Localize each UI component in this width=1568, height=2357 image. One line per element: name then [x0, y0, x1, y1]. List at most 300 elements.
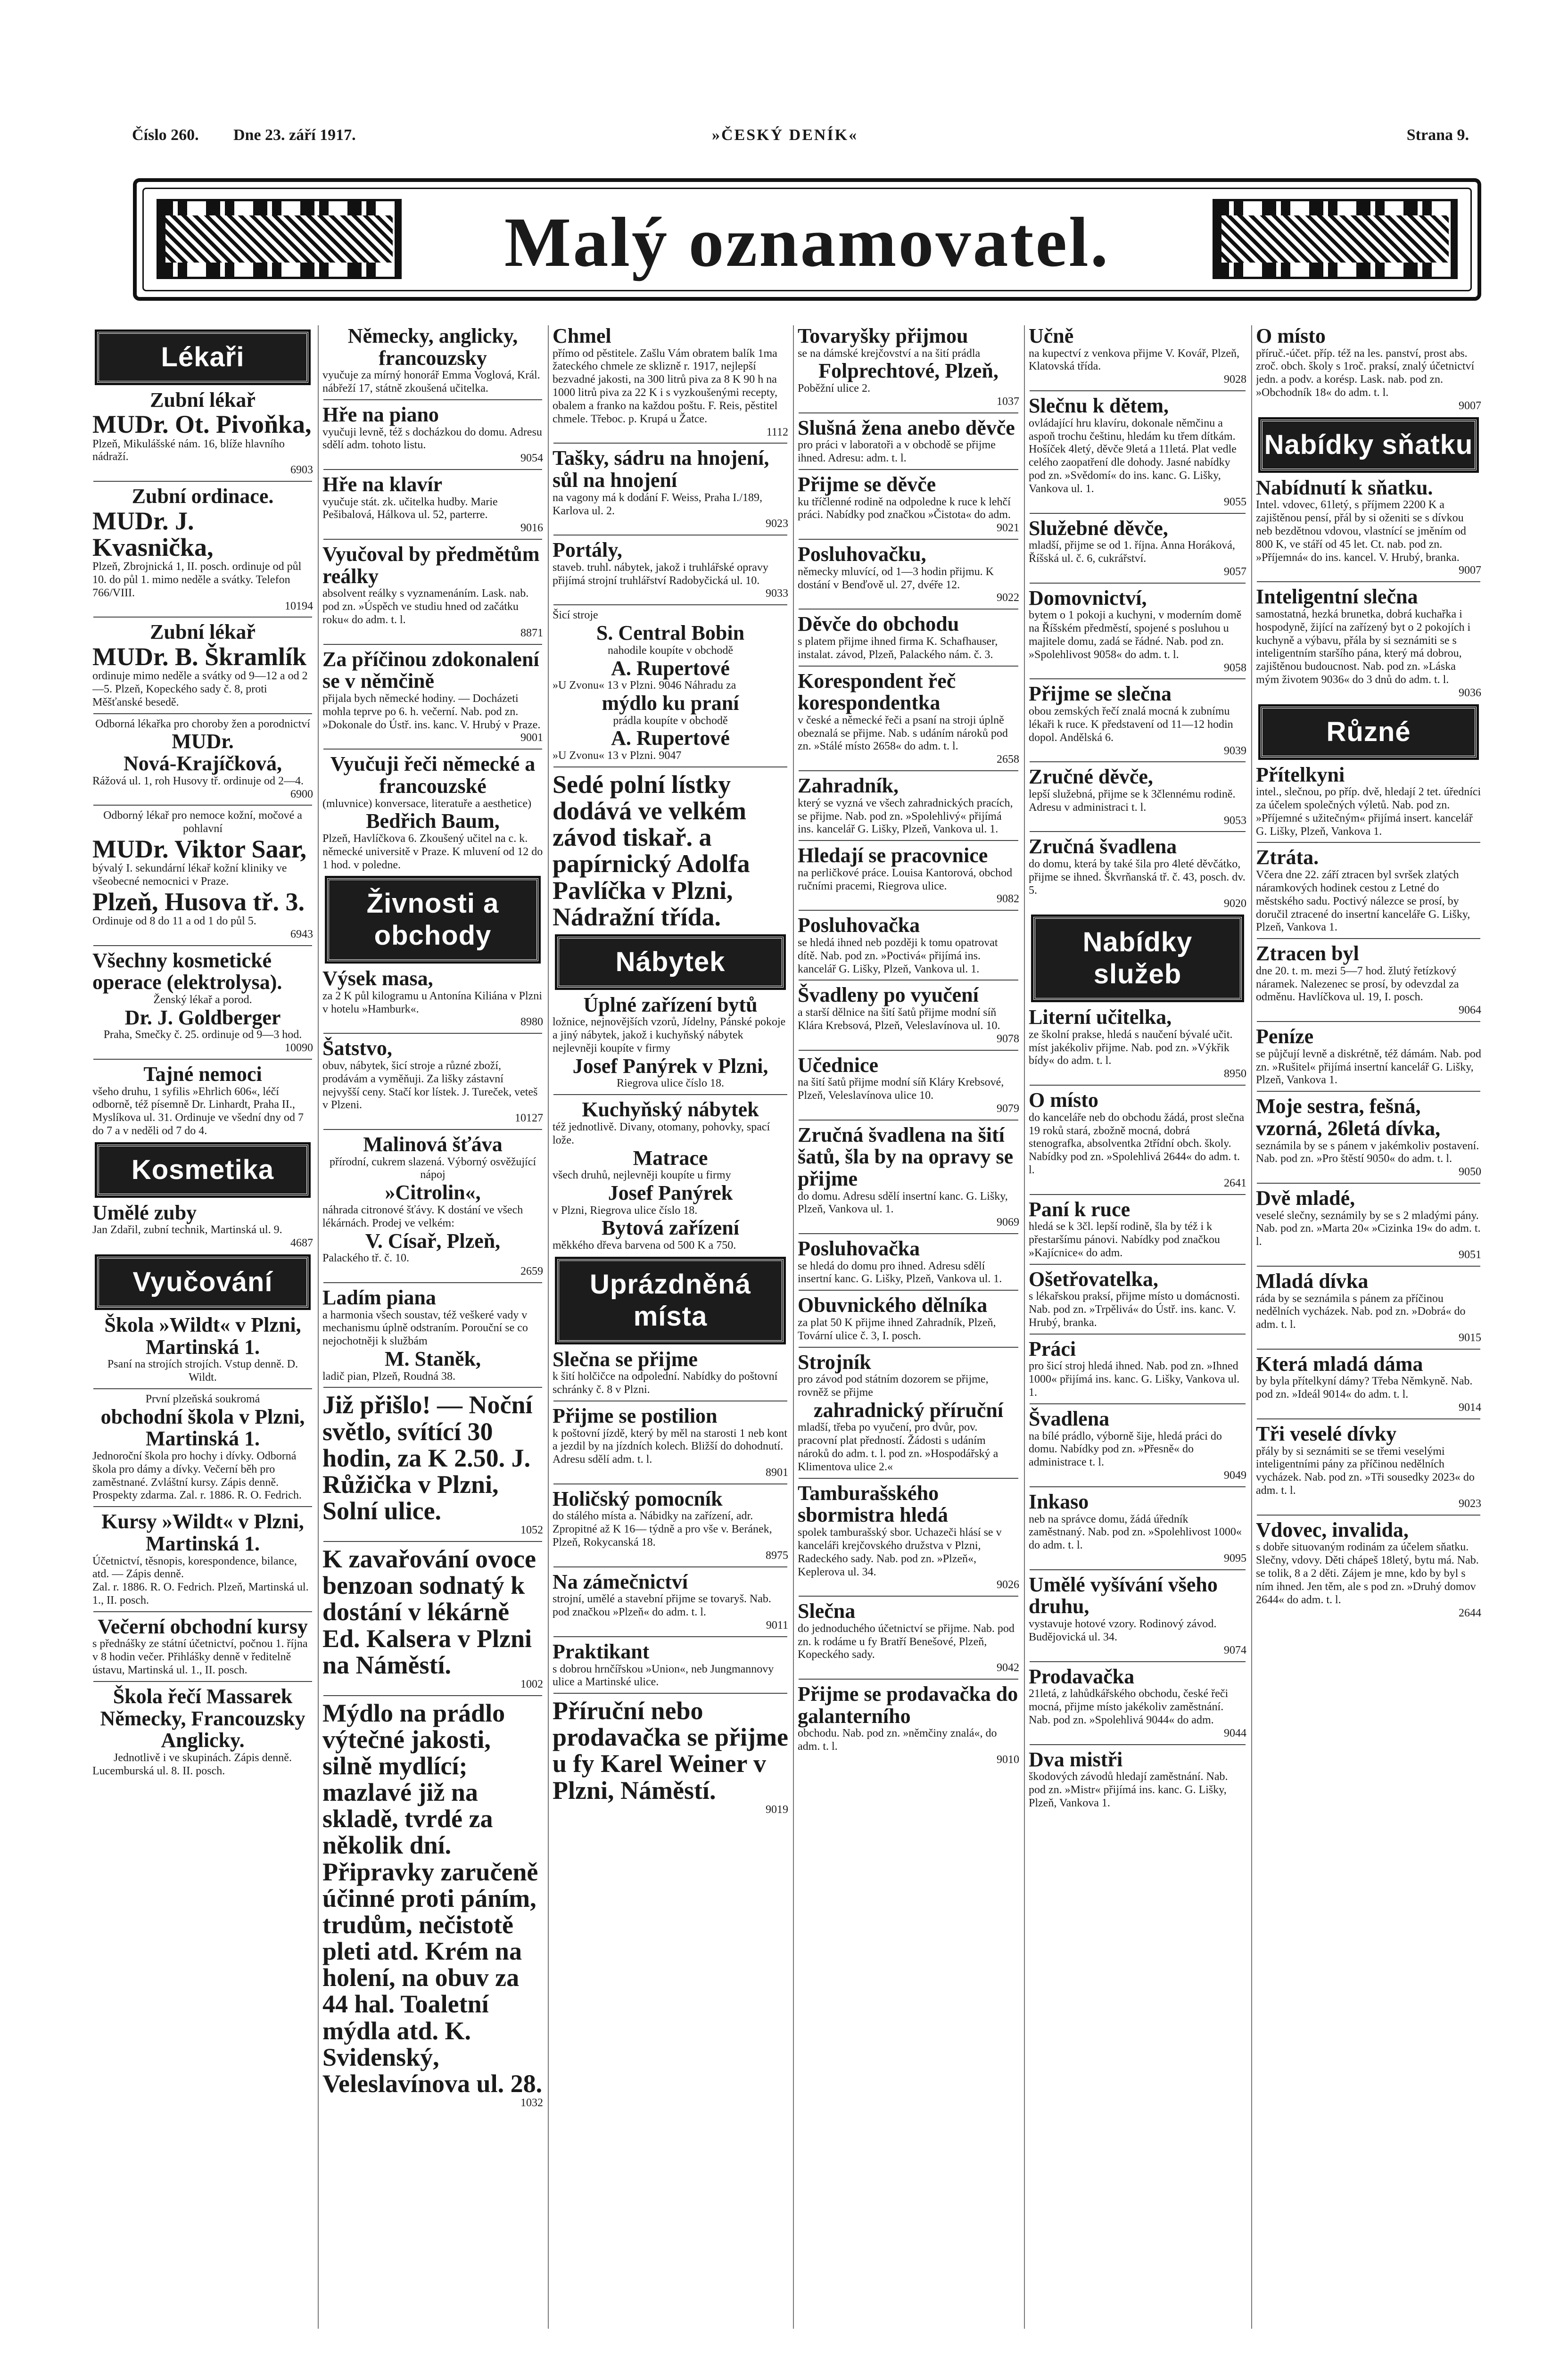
ad-heading: Učednice: [798, 1053, 879, 1077]
ad-heading: MUDr.: [172, 730, 234, 753]
ad-divider: [799, 1679, 1018, 1680]
ad-number: 10127: [515, 1112, 543, 1125]
ad-number: 9011: [766, 1619, 788, 1632]
ad-divider: [1257, 938, 1480, 939]
ad-number: 1112: [766, 426, 788, 438]
ad-text: do kanceláře neb do obchodu žádá, prost slečna 19 roků stará, zbožně mocná, dobrá stenografka, absolventka 2třídní obch. školy. Nabídky pod zn. »Spolehlivá 2644« do adm. t. l.: [1029, 1111, 1245, 1176]
ad-divider: [1257, 1183, 1480, 1184]
ad-heading: A. Rupertové: [611, 656, 730, 680]
ad-text: přímo od pěstitele. Zašlu Vám obratem balík 1ma žateckého chmele ze sklizně r. 1917, nejlepší bezvadné jakosti, na 300 litrů piva za 8 K 90 h na 1000 litrů piva za 22 K i s vyzkoušenými recepty, obalem a franko na každou poštu. F. Reis, pěstitel chmele. Třeboc. p. Krupá u Žatce.: [553, 347, 778, 425]
ad-text: ovládající hru klavíru, dokonale němčinu a aspoň trochu češtinu, hledám ku třem dítkám. Hošíček 4letý, děvče 9letá a 11letá. Plat vedle celého zaopatření dle dohody. Jasné nabídky pod zn. »Svědomí« do ins. kanc. G. Lišky, Vankova ul. 1.: [1029, 417, 1237, 495]
ad-text: 21letá, z lahůdkářského obchodu, české řeči mocná, přijme místo jakékoliv zaměstnání. Nab. pod zn. »Spolehlivá 9044« do adm.: [1029, 1688, 1229, 1726]
ad-divider: [799, 1050, 1018, 1051]
ad-heading: Švadleny po vyučení: [798, 983, 979, 1007]
ad-divider: [93, 481, 312, 482]
ad-divider: [799, 666, 1018, 667]
page-number: Strana 9.: [1406, 126, 1469, 144]
ad-text: Ženský lékař a porod.: [153, 993, 252, 1006]
ad-text: Zal. r. 1886. R. O. Fedrich. Plzeň, Martinská ul. 1., II. posch.: [92, 1581, 309, 1607]
ad-number: 8871: [520, 626, 543, 639]
ad-number: 9064: [1459, 1004, 1481, 1017]
ad-text: První plzeňská soukromá: [145, 1393, 260, 1405]
ad-divider: [323, 1541, 542, 1542]
ad-divider: [799, 1347, 1018, 1348]
section-heading: Vyučování: [97, 1257, 308, 1308]
ad-heading: Zručná švadlena: [1029, 835, 1177, 858]
ad-divider: [323, 1282, 542, 1283]
ad-number: 8975: [766, 1549, 788, 1562]
ad-heading: Folprechtové, Plzeň,: [818, 359, 999, 383]
ad-divider: [323, 1387, 542, 1388]
ad-heading: Moje sestra, fešná, vzorná, 26letá dívka,: [1256, 1095, 1441, 1140]
ad-heading: Zubní lékař: [150, 620, 256, 644]
ad-text: který se vyzná ve všech zahradnických pracích, se přijme. Nab. pod zn. »Spolehlivý« přijímá ins. kancelář G. Lišky, Plzeň, Vankova ul. 1.: [798, 797, 1013, 836]
ad-number: 1052: [520, 1524, 543, 1537]
ad-text: ze školní prakse, hledá s naučení bývalé učit. míst jakékoliv přijme. Nab. pod zn. »Výkřik bídy« do adm. t. l.: [1029, 1028, 1233, 1067]
ad-heading: Dva mistři: [1029, 1747, 1123, 1771]
ad-text: prádla koupíte v obchodě: [613, 714, 728, 727]
ad-divider: [1030, 390, 1246, 391]
ad-number: 9044: [1224, 1727, 1246, 1739]
ad-text: a starší dělnice na šití šatů přijme modní síň Klára Krebsová, Plzeň, Veleslavínova ul. 10.: [798, 1006, 1000, 1032]
ad-heading: Nabídnutí k sňatku.: [1256, 476, 1433, 499]
section-heading: Nabídky služeb: [1033, 917, 1242, 1000]
ad-heading: Vyučuji řeči německé a francouzské: [330, 752, 536, 798]
ad-text: do jednoduchého účetnictví se přijme. Nab. pod zn. k rodáme u fy Bratří Benešové, Plzeň, Kopeckého sady.: [798, 1622, 1015, 1661]
ad-heading: Tamburašského sbormistra hledá: [798, 1481, 948, 1527]
issue-number: Číslo 260.: [132, 126, 199, 144]
ad-text: Plzeň, Havlíčkova 6. Zkoušený učitel na c. k. německé universitě v Praze. K mluvení od 12 do 1 hod. v poledne.: [322, 832, 543, 871]
ad-text: vystavuje hotové vzory. Rodinový závod. Budějovická ul. 34.: [1029, 1618, 1217, 1643]
ad-text: s přednášky ze státní účetnictví, počnou 1. října v 8 hodin večer. Přihlášky denně v ředitelně ústavu, Martinská ul. 1., II. posch.: [92, 1638, 308, 1677]
ad-number: 9053: [1224, 814, 1246, 827]
ad-heading: »Citrolin«,: [385, 1181, 481, 1204]
ad-divider: [553, 766, 787, 767]
ad-heading: Hře na klavír: [322, 473, 443, 496]
ad-text: Ordinuje od 8 do 11 a od 1 do půl 5.: [92, 915, 256, 927]
ad-heading: Paní k ruce: [1029, 1197, 1131, 1221]
ad-text: spolek tamburašský sbor. Uchazeči hlásí se v kanceláři krejčovského družstva v Plzni, Radeckého sady. Nab. pod zn. »Plzeň«, Keplerova ul. 34.: [798, 1526, 1002, 1578]
section-heading: Lékaři: [97, 332, 308, 383]
ad-headline: Již přišlo! — Noční světlo, svítící 30 hodin, za K 2.50. J. Růžička v Plzni, Solní ulice.: [322, 1391, 533, 1525]
ad-number: 9020: [1224, 897, 1246, 910]
ad-text: na kupectví z venkova přijme V. Kovář, Plzeň, Klatovská třída.: [1029, 347, 1239, 373]
ad-divider: [323, 1033, 542, 1034]
ad-divider: [1030, 1194, 1246, 1195]
ad-divider: [93, 945, 312, 946]
ad-number: 6943: [290, 928, 313, 940]
ad-text: pro závod pod státním dozorem se přijme, rovněž se přijme: [798, 1373, 989, 1399]
ad-text: seznámila by se s pánem v jakémkoliv postavení. Nab. pod zn. »Pro štěstí 9050« do adm. t. l.: [1256, 1139, 1479, 1165]
ad-headline: Sedé polní lístky dodává ve velkém závod tiskař. a papírnický Adolfa Pavlíčka v Plzni, Nádražní třída.: [553, 770, 750, 931]
ad-heading: mýdlo ku praní: [602, 692, 739, 715]
ad-divider: [1030, 1085, 1246, 1086]
ad-heading: Hledají se pracovnice: [798, 844, 988, 867]
ad-heading: Škola »Wildt« v Plzni, Martinská 1.: [104, 1313, 301, 1359]
ad-heading: Kuchyňský nábytek: [582, 1098, 759, 1121]
column-rule: [1024, 325, 1025, 2329]
ad-number: 9007: [1459, 399, 1481, 412]
issue-date: Dne 23. září 1917.: [233, 126, 356, 144]
ad-heading: Ztracen byl: [1256, 942, 1359, 965]
ad-heading: Strojník: [798, 1350, 871, 1374]
column-6: [1256, 325, 1481, 2338]
section-heading: Nábytek: [557, 937, 784, 988]
ad-heading: Posluhovačka: [798, 914, 920, 937]
ad-heading: Ošetřovatelka,: [1029, 1267, 1158, 1291]
ad-text: za plat 50 K přijme ihned Zahradník, Plzeň, Tovární ulice č. 3, I. posch.: [798, 1316, 996, 1342]
ad-number: 9050: [1459, 1166, 1481, 1178]
ad-text: do stálého místa a. Nábidky na zařízení, adr. Zpropitné až K 16— týdně a pro vše v. Beránek, Plzeň, Rokycanská 18.: [553, 1510, 772, 1549]
ad-number: 9058: [1224, 661, 1246, 674]
ad-text: staveb. truhl. nábytek, jakož i truhlářské opravy přijímá strojní truhlářství Radobyčická ul. 10.: [553, 561, 768, 587]
ad-text: přírodní, cukrem slazená. Výborný osvěžující nápoj: [329, 1155, 536, 1181]
ad-text: v české a německé řeči a psaní na stroji úplně obeznalá se přijme. Nab. s udáním nároků pod zn. »Stálé místo 2658« do adm. t. l.: [798, 714, 1008, 753]
ad-heading: Šatstvo,: [322, 1037, 392, 1060]
ad-number: 9054: [520, 452, 543, 465]
ad-number: 1037: [997, 395, 1019, 408]
ad-number: 2641: [1224, 1177, 1246, 1189]
ad-divider: [93, 1506, 312, 1507]
ad-divider: [1257, 1021, 1480, 1022]
ad-divider: [799, 412, 1018, 413]
ad-headline: MUDr. Viktor Saar,: [92, 835, 307, 864]
ad-divider: [93, 713, 312, 714]
ad-heading: Josef Panýrek v Plzni,: [572, 1054, 768, 1078]
ad-number: 9069: [997, 1216, 1019, 1229]
ad-text: veselé slečny, seznámily by se s 2 mladými pány. Nab. pod zn. »Marta 20« »Cizinka 19« do adm. t. l.: [1256, 1209, 1481, 1248]
ad-divider: [799, 910, 1018, 911]
ad-text: Šicí stroje: [553, 609, 598, 622]
ad-text: Účetnictví, těsnopis, korespondence, bilance, atd. — Zápis denně.: [92, 1555, 297, 1581]
ad-text: neb na správce domu, žádá úředník zaměstnaný. Nab. pod zn. »Spolehlivost 1000« do adm. t. l.: [1029, 1513, 1242, 1552]
ad-heading: Zahradník,: [798, 774, 899, 798]
ad-heading: Inkaso: [1029, 1490, 1089, 1513]
ad-heading: Slečnu k dětem,: [1029, 394, 1169, 418]
ad-heading: Za příčinou zdokonalení se v němčině: [322, 647, 539, 693]
ornament-right-icon: [1213, 199, 1458, 279]
ad-text: s dobrou hrnčířskou »Union«, neb Jungmannovy ulice a Martinské ulice.: [553, 1663, 774, 1689]
ad-heading: M. Staněk,: [384, 1347, 481, 1370]
ad-heading: Tovaryšky přijmou: [798, 325, 968, 347]
column-1: [92, 325, 313, 2338]
ad-divider: [93, 1681, 312, 1682]
ad-heading: Korespondent řeč korespondentka: [798, 669, 956, 715]
section-title: Malý oznamovatel.: [504, 203, 1110, 281]
ad-heading: Vdovec, invalida,: [1256, 1518, 1409, 1541]
ad-heading: Kursy »Wildt« v Plzni, Martinská 1.: [101, 1510, 304, 1555]
ad-text: »U Zvonu« 13 v Plzni. 9047: [553, 750, 682, 762]
ad-text: dne 20. t. m. mezi 5—7 hod. žlutý řetízkový náramek. Nalezenec se prosí, by odevzdal za odměnu. Havlíčkova ul. 19, I. posch.: [1256, 964, 1459, 1004]
ad-text: Praha, Smečky č. 25. ordinuje od 9—3 hod.: [103, 1029, 302, 1041]
ad-text: v Plzni, Riegrova ulice číslo 18.: [553, 1204, 698, 1217]
ad-heading: Malinová šťáva: [363, 1133, 503, 1156]
section-heading: Živnosti a obchody: [327, 878, 538, 961]
ad-heading: Mladá dívka: [1256, 1269, 1369, 1293]
ad-heading: Hře na piano: [322, 403, 439, 426]
ad-number: 4687: [290, 1237, 313, 1250]
ad-text: Intel. vdovec, 61letý, s příjmem 2200 K a zajištěnou pensí, přál by si oženiti se s dívkou neb bezdětnou vdovou, vlastnící se jměním od 800 K, ve stáří od 45 let. Ct. nab. pod zn. »Příjemná« do ins. kancel. V. Hrubý, branka.: [1256, 499, 1466, 564]
ad-text: Jan Zdařil, zubní technik, Martinská ul. 9.: [92, 1224, 282, 1236]
ad-number: 6903: [290, 464, 313, 477]
ad-headline: Příruční nebo prodavačka se přijme u fy Karel Weiner v Plzni, Náměstí.: [553, 1697, 788, 1805]
ad-number: 9022: [997, 592, 1019, 604]
ad-text: Jednoroční škola pro hochy i dívky. Odborná škola pro dámy a dívky. Večerní běh pro zaměstnané. Zvláštní kursy. Zápis denně. Prospekty zdarma. Zal. r. 1886. R. O. Fedrich.: [92, 1450, 302, 1502]
ad-number: 9051: [1459, 1249, 1481, 1261]
ad-heading: Výsek masa,: [322, 967, 433, 990]
ad-heading: Inteligentní slečna: [1256, 585, 1418, 609]
ad-divider: [323, 399, 542, 400]
ad-divider: [799, 1290, 1018, 1291]
ad-heading: Škola řečí Massarek Německy, Francouzsky Anglicky.: [100, 1684, 305, 1752]
ad-text: a harmonia všech soustav, též veškeré vady v mechanismu úplně odstraním. Porouční se co nejochotněji k službám: [322, 1309, 528, 1348]
ad-text: pro práci v laboratoři a v obchodě se přijme ihned. Adresu: adm. t. l.: [798, 439, 996, 465]
ad-divider: [1030, 1403, 1246, 1404]
ad-text: škodových závodů hledají zaměstnání. Nab. pod zn. »Mistr« přijímá ins. kanc. G. Lišky, Plzeň, Vankova 1.: [1029, 1771, 1228, 1809]
ad-divider: [323, 469, 542, 470]
ad-number: 9095: [1224, 1552, 1246, 1565]
ad-divider: [1030, 513, 1246, 514]
ad-divider: [1257, 1266, 1480, 1267]
ad-text: samostatná, hezká brunetka, dobrá kuchařka i hospodyně, žijící na zařízený byt o 2 pokojích i kuchyně a výbavu, přála by si seznámiti se s inteligentním staršího pána, který má dobrou, zajištěnou budoucnost. Nab. pod zn. »Láska mým životem 9036« do 3 dnů do adm. t. l.: [1256, 608, 1471, 686]
ad-text: mladší, třeba po vyučení, pro dvůr, pov. pracovní plat předností. Žádosti s udáním nároků do adm. t. l. pod zn. »Hospodářský a Klimentova ulice 2.«: [798, 1421, 999, 1473]
ad-heading: Tajné nemoci: [143, 1063, 262, 1086]
ad-divider: [1257, 581, 1480, 582]
ad-heading: Zručná švadlena na šití šatů, šla by na opravy se přijme: [798, 1123, 1014, 1190]
ad-number: 9014: [1459, 1401, 1481, 1414]
ad-divider: [799, 469, 1018, 470]
ad-divider: [1030, 1569, 1246, 1570]
ad-heading: Slečna se přijme: [553, 1347, 698, 1371]
ad-divider: [553, 604, 787, 605]
ad-text: intel., slečnou, po příp. dvě, hledají 2 tet. úředníci za účelem společných výletů. Nab. pod zn. »Příjemné s užitečným« přijímá insert. kancelář G. Lišky, Plzeň, Vankova 1.: [1256, 786, 1481, 838]
ad-heading: Německy, anglicky, francouzsky: [347, 325, 518, 370]
ad-heading: Matrace: [633, 1146, 708, 1170]
ad-headline: Mýdlo na prádlo výtečné jakosti, silně mydlící; mazlavé již na skladě, tvrdé za několik dní. Připravky zaručeně účinné proti páním, trudům, nečistotě pleti atd. Krém na holení, na obuv za 44 hal. Toaletní mýdla atd. K. Svidenský, Veleslavínova ul. 28.: [322, 1698, 543, 2098]
ad-heading: Švadlena: [1029, 1407, 1110, 1430]
ad-heading: Děvče do obchodu: [798, 612, 959, 636]
ad-divider: [553, 1483, 787, 1484]
ad-text: přijala bych německé hodiny. — Docházeti mohla teprve po 6. h. večerní. Nab. pod zn. »Dokonale do Ústř. ins. kanc. V. Hrubý v Praze.: [322, 692, 541, 731]
ad-text: obou zemských řečí znalá mocná k zubnímu lékaři k ruce. K představení od 11—12 hodin dopol. Andělská 6.: [1029, 705, 1233, 744]
ad-divider: [323, 644, 542, 645]
column-rule: [793, 325, 794, 2329]
ad-heading: Prodavačka: [1029, 1665, 1135, 1688]
ad-number: 9033: [766, 587, 788, 600]
ad-divider: [93, 1388, 312, 1389]
ad-text: německy mluvící, od 1—3 hodin přijmu. K dostání v Benďově ul. 27, dvéře 12.: [798, 565, 994, 591]
ad-heading: Přijme se postilion: [553, 1404, 718, 1427]
ad-divider: [1030, 678, 1246, 679]
ad-number: 9023: [766, 518, 788, 530]
ad-text: na šití šatů přijme modní síň Kláry Krebsové, Plzeň, Veleslavínova ulice 10.: [798, 1076, 1004, 1102]
ad-divider: [1030, 831, 1246, 832]
paper-name: »ČESKÝ DENÍK«: [712, 126, 858, 144]
ad-text: na perličkové práce. Louisa Kantorová, obchod ručními pracemi, Riegrova ulice.: [798, 866, 1013, 892]
ad-heading: Bytová zařízení: [601, 1216, 740, 1240]
ad-number: 2658: [997, 753, 1019, 766]
ad-text: vyučuji levně, též s docházkou do domu. Adresu sdělí adm. tohoto listu.: [322, 426, 542, 452]
ad-divider: [553, 1566, 787, 1567]
ad-number: 9021: [997, 522, 1019, 535]
ad-heading: Chmel: [553, 325, 611, 347]
ornament-left-icon: [157, 199, 402, 279]
ad-heading: Obuvnického dělníka: [798, 1294, 988, 1317]
ad-text: se na dámské krejčovství a na šití prádla: [798, 347, 981, 360]
ad-number: 9049: [1224, 1469, 1246, 1482]
ad-text: pro šicí stroj hledá ihned. Nab. pod zn. »Ihned 1000« přijímá ins. kanc. G. Lišky, Vankova ul. 1.: [1029, 1360, 1240, 1399]
ad-heading: Slečna: [798, 1599, 856, 1623]
ad-divider: [1030, 583, 1246, 584]
ad-number: 9019: [766, 1803, 788, 1816]
ad-heading: Zručné děvče,: [1029, 765, 1153, 789]
ad-divider: [93, 617, 312, 618]
ad-divider: [323, 749, 542, 750]
ad-heading: Služebné děvče,: [1029, 516, 1168, 540]
ad-text: ordinuje mimo neděle a svátky od 9—12 a od 2—5. Plzeň, Kopeckého sady č. 8, proti Měšťanské besedě.: [92, 670, 308, 709]
ad-heading: Tašky, sádru na hnojení, sůl na hnojení: [553, 446, 769, 492]
ad-number: 8980: [520, 1016, 543, 1029]
ad-text: do domu. Adresu sdělí insertní kanc. G. Lišky, Plzeň, Vankova ul. 1.: [798, 1190, 1008, 1216]
ad-heading: Tři veselé dívky: [1256, 1422, 1397, 1445]
ad-divider: [323, 539, 542, 540]
ad-divider: [553, 1636, 787, 1637]
ad-text: Plzeň, Zbrojnická 1, II. posch. ordinuje od půl 10. do půl 1. mimo neděle a svátky. Telefon 766/VIII.: [92, 560, 302, 599]
ad-heading: O místo: [1256, 325, 1326, 347]
ad-text: Poběžní ulice 2.: [798, 382, 870, 395]
ad-text: s lékařskou praksí, přijme místo u domácnosti. Nab. pod zn. »Trpělivá« do Ústř. ins. kanc. V. Hrubý, branka.: [1029, 1290, 1240, 1329]
ad-heading: Zubní ordinace.: [132, 485, 274, 508]
column-2: [322, 325, 543, 2338]
ad-heading: zahradnický příruční: [813, 1398, 1004, 1422]
ad-heading: Literní učitelka,: [1029, 1005, 1172, 1029]
ad-divider: [1030, 1486, 1246, 1487]
ad-number: 9079: [997, 1102, 1019, 1115]
ad-text: s dobře situovaným rodinám za účelem sňatku. Slečny, vdovy. Děti chápeš 18letý, bytu má. Nab. se tolik, 8 a 2 děti. Zájem je mne, kdo by byl s ním ihned. Jen těm, ale s pod zn. »Druhý domov 2644« do adm. t. l.: [1256, 1541, 1479, 1606]
ad-divider: [799, 840, 1018, 841]
ad-divider: [553, 535, 787, 536]
ad-text: vyučuje stát. zk. učitelka hudby. Marie Pešibalová, Hálkova ul. 52, parterre.: [322, 495, 498, 521]
ad-text: ložnice, nejnovějších vzorů, Jídelny, Pánské pokoje a jiný nábytek, jakož i kuchyňský nábytek nejlevněji koupíte v firmy: [553, 1016, 786, 1055]
column-4: [798, 325, 1019, 2338]
ad-headline: MUDr. B. Škramlík: [92, 643, 307, 671]
ad-number: 6900: [290, 788, 313, 800]
ad-heading: Úplné zařízení bytů: [583, 993, 758, 1016]
ad-number: 9001: [520, 732, 543, 744]
ad-text: na vagony má k dodání F. Weiss, Praha I./189, Karlova ul. 2.: [553, 491, 762, 517]
ad-divider: [553, 1693, 787, 1694]
ad-divider: [1257, 1418, 1480, 1419]
ad-text: též jednotlivě. Divany, otomany, pohovky, spací lože.: [553, 1121, 770, 1146]
ad-divider: [1257, 1349, 1480, 1350]
ad-heading: Vyučoval by předmětům reálky: [322, 543, 540, 588]
ad-divider: [1030, 1334, 1246, 1335]
ad-heading: O místo: [1029, 1088, 1098, 1112]
ad-text: se hledá do domu pro ihned. Adresu sdělí insertní kanc. G. Lišky, Plzeň, Vankova ul. 1.: [798, 1260, 1002, 1286]
ad-heading: Přijme se prodavačka do galanterního: [798, 1682, 1018, 1728]
ad-text: Odborný lékař pro nemoce kožní, močové a pohlavní: [103, 809, 302, 835]
ad-text: ráda by se seznámila s pánem za příčinou nedělních vycházek. Nab. pod zn. »Dobrá« do adm. t. l.: [1256, 1292, 1466, 1331]
ad-text: ladič pian, Plzeň, Roudná 38.: [322, 1370, 455, 1383]
ad-heading: Domovnictví,: [1029, 586, 1147, 610]
running-header: [132, 126, 1469, 155]
ad-heading: Zubní lékař: [150, 388, 256, 412]
ad-divider: [1257, 1515, 1480, 1516]
ad-text: Odborná lékařka pro choroby žen a porodnictví: [95, 717, 310, 730]
ad-text: se půjčují levně a diskrétně, též dámám. Nab. pod zn. »Rušitel« přijímá insertní kancelář G. Lišky, Plzeň, Vankova 1.: [1256, 1047, 1481, 1087]
ad-divider: [1030, 761, 1246, 762]
ad-number: 9082: [997, 893, 1019, 906]
section-heading: Různé: [1261, 707, 1477, 758]
ad-text: se hledá ihned neb později k tomu opatrovat dítě. Nab. pod zn. »Poctivá« přijímá ins. kancelář G. Lišky, Plzeň, Vankova ul. 1.: [798, 936, 998, 975]
ad-text: do domu, která by také šila pro 4leté děvčátko, přijme se ihned. Škvrňanská tř. č. 43, posch. dv. 5.: [1029, 858, 1246, 897]
ad-divider: [93, 805, 312, 806]
ad-text: měkkého dřeva barvena od 500 K a 750.: [553, 1239, 736, 1252]
ad-heading: Holičský pomocník: [553, 1487, 723, 1510]
ad-text: absolvent reálky s vyznamenáním. Lask. nab. pod zn. »Úspěch ve studiu hned od začátku roku« do adm. t. l.: [322, 587, 529, 626]
ad-headline: K zavařování ovoce benzoan sodnatý k dostání v lékárně Ed. Kalsera v Plzni na Náměstí.: [322, 1545, 536, 1679]
ad-divider: [553, 1094, 787, 1095]
ad-divider: [799, 1233, 1018, 1234]
ad-number: 10194: [285, 600, 313, 612]
ad-heading: A. Rupertové: [611, 726, 730, 750]
ad-heading: Ladím piana: [322, 1286, 436, 1309]
ad-heading: obchodní škola v Plzni, Martinská 1.: [100, 1405, 305, 1450]
column-5: [1029, 325, 1246, 2338]
ad-heading: Slušná žena anebo děvče: [798, 416, 1015, 439]
ad-text: strojní, umělé a stavební přijme se tovaryš. Nab. pod značkou »Plzeň« do adm. t. l.: [553, 1593, 771, 1619]
ad-divider: [553, 443, 787, 444]
ad-heading: Praktikant: [553, 1640, 650, 1663]
ad-text: náhrada citronové šťávy. K dostání ve všech lékárnách. Prodej ve velkém:: [322, 1203, 523, 1229]
column-rule: [318, 325, 319, 2329]
ad-heading: Peníze: [1256, 1025, 1314, 1048]
ad-number: 2659: [520, 1265, 543, 1278]
ad-divider: [1257, 1091, 1480, 1092]
ad-text: Psaní na strojích strojích. Vstup denně. D. Wildt.: [107, 1358, 298, 1384]
section-heading: Nabídky sňatku: [1261, 420, 1477, 470]
ad-text: s platem přijme ihned firma K. Schafhauser, instalat. závod, Plzeň, Palackého nám. č. 3.: [798, 635, 998, 661]
ad-heading: S. Central Bobin: [596, 621, 745, 645]
section-heading: Kosmetika: [97, 1145, 308, 1195]
ad-heading: Na zámečnictví: [553, 1570, 688, 1593]
ad-number: 1002: [520, 1678, 543, 1690]
section-banner: [133, 178, 1481, 301]
ad-heading: Ztráta.: [1256, 846, 1319, 869]
ad-heading: Přítelkyni: [1256, 763, 1345, 786]
ad-number: 9055: [1224, 495, 1246, 508]
ad-text: mladší, přijme se od 1. října. Anna Horáková, Říšská ul. č. 6, cukrářství.: [1029, 539, 1235, 565]
ad-text: všech druhů, nejlevněji koupíte u firmy: [553, 1169, 731, 1182]
ad-text: na bílé prádlo, výborně šije, hledá práci do domu. Nabídky pod zn. »Přesně« do administrace t. l.: [1029, 1430, 1222, 1469]
ad-heading: Umělé vyšívání všeho druhu,: [1029, 1573, 1218, 1618]
ad-text: Plzeň, Mikulášské nám. 16, blíže hlavního nádraží.: [92, 437, 285, 463]
ad-heading: Která mladá dáma: [1256, 1352, 1423, 1376]
ad-heading: Všechny kosmetické operace (elektrolysa).: [92, 948, 282, 994]
ad-number: 9016: [520, 522, 543, 535]
ad-number: 9042: [997, 1662, 1019, 1674]
ad-divider: [799, 1596, 1018, 1597]
ad-number: 9078: [997, 1032, 1019, 1045]
ad-number: 1032: [520, 2097, 543, 2109]
ad-divider: [323, 1695, 542, 1696]
ad-text: Včera dne 22. září ztracen byl svršek zlatých náramkových hodinek cestou z Letné do městského sadu. Poctivý nálezce se prosí, by doručil ztracené do insertní kanceláře G. Lišky, Plzeň, Vankova 1.: [1256, 869, 1470, 934]
ad-text: přály by si seznámiti se se třemi veselými inteligentními pány za příčinou nedělních vycházek. Nab. pod zn. »Tři sousedky 2023« do adm. t. l.: [1256, 1445, 1475, 1497]
column-rule: [548, 325, 549, 2329]
ad-text: Lucemburská ul. 8. II. posch.: [92, 1764, 225, 1777]
ad-divider: [799, 770, 1018, 771]
ad-text: Rážová ul. 1, roh Husovy tř. ordinuje od 2—4.: [92, 775, 304, 787]
